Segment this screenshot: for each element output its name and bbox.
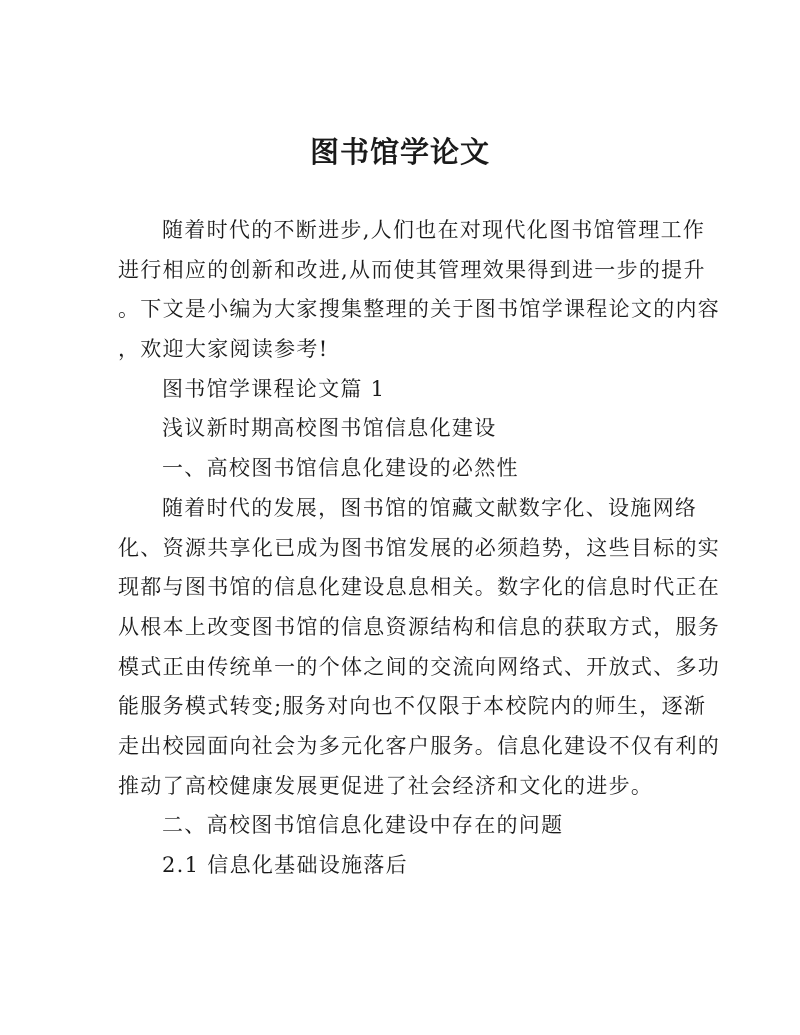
- text-line: 从根本上改变图书馆的信息资源结构和信息的获取方式，服务: [118, 614, 721, 639]
- document-title: 图书馆学论文: [309, 135, 490, 169]
- text-line: 一、高校图书馆信息化建设的必然性: [162, 456, 519, 481]
- text-line: 随着时代的不断进步,人们也在对现代化图书馆管理工作: [162, 218, 706, 242]
- text-line: 化、资源共享化已成为图书馆发展的必须趋势，这些目标的实: [118, 535, 721, 560]
- text-line: 随着时代的发展，图书馆的馆藏文献数字化、设施网络: [162, 495, 698, 520]
- text-line: 浅议新时期高校图书馆信息化建设: [162, 416, 497, 441]
- text-line: 能服务模式转变;服务对向也不仅限于本校院内的师生，逐渐: [118, 694, 707, 719]
- text-line: 。下文是小编为大家搜集整理的关于图书馆学课程论文的内容: [118, 297, 721, 322]
- text-line: 二、高校图书馆信息化建设中存在的问题: [162, 813, 564, 838]
- text-line: 模式正由传统单一的个体之间的交流向网络式、开放式、多功: [118, 654, 721, 679]
- text-line: 走出校园面向社会为多元化客户服务。信息化建设不仅有利的: [118, 733, 721, 758]
- document-body: [118, 211, 721, 886]
- text-line: 进行相应的创新和改进,从而使其管理效果得到进一步的提升: [118, 257, 706, 282]
- text-line: 图书馆学课程论文篇 1: [162, 376, 386, 401]
- text-line: 现都与图书馆的信息化建设息息相关。数字化的信息时代正在: [118, 575, 721, 600]
- text-line: ，欢迎大家阅读参考!: [118, 337, 329, 362]
- text-line: 2.1 信息化基础设施落后: [162, 853, 408, 877]
- text-line: 推动了高校健康发展更促进了社会经济和文化的进步。: [118, 773, 654, 798]
